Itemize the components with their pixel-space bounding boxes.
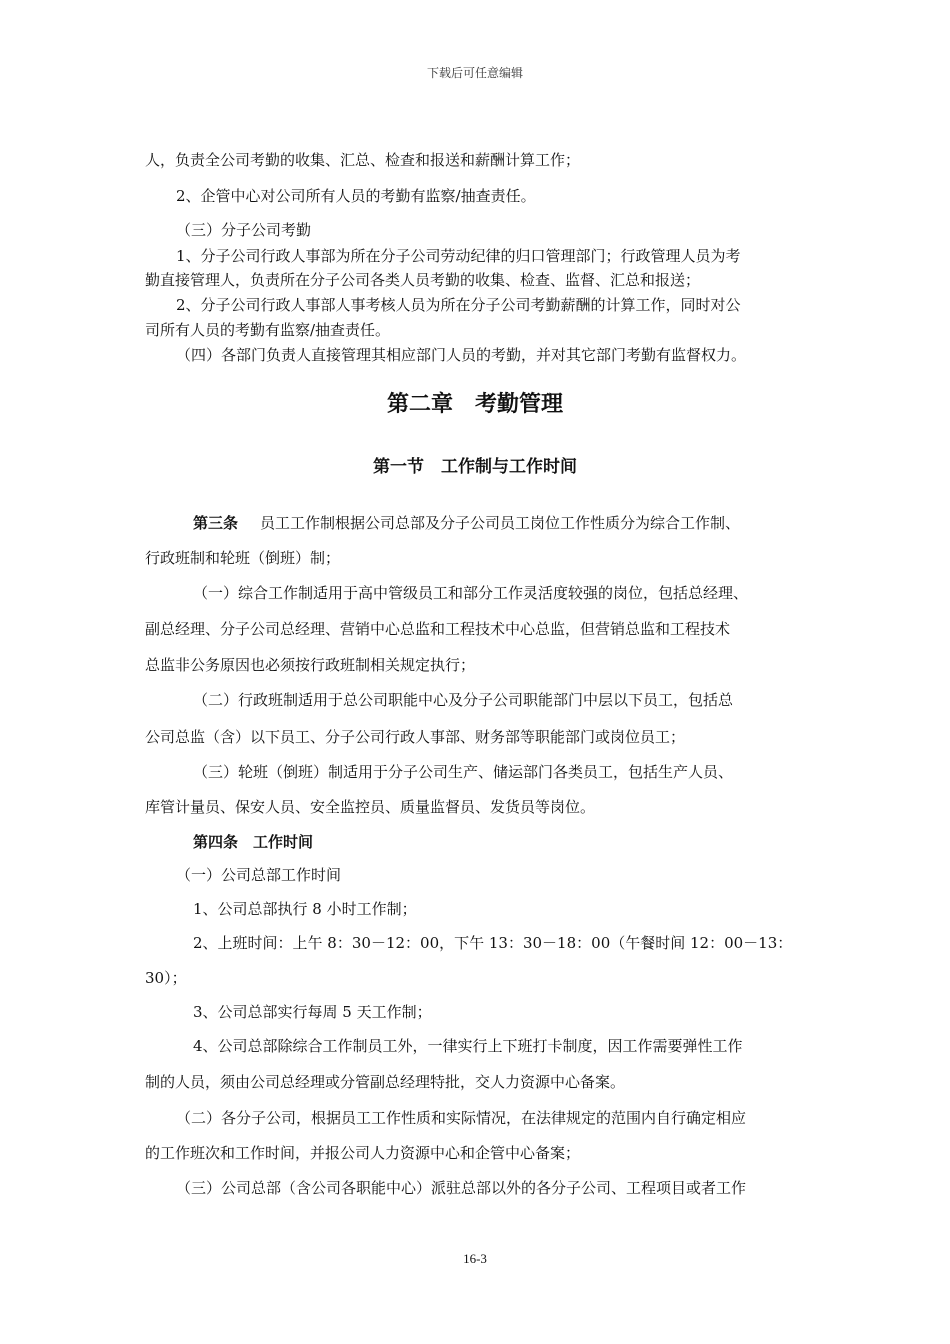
page-number: 16-3 [463,1251,487,1266]
text-line: 的工作班次和工作时间，并报公司人力资源中心和企管中心备案； [145,1144,581,1162]
article-3-label: 第三条 [193,514,239,532]
article-3-text: 员工工作制根据公司总部及分子公司员工岗位工作性质分为综合工作制、 [260,514,741,532]
text-line: （一）综合工作制适用于高中管级员工和部分工作灵活度较强的岗位，包括总经理、 [193,584,749,602]
text-line: 2、企管中心对公司所有人员的考勤有监察/抽查责任。 [176,187,536,205]
text-line: （三）公司总部（含公司各职能中心）派驻总部以外的各分子公司、工程项目或者工作 [176,1179,747,1197]
text-line: （一）公司总部工作时间 [176,866,342,884]
section-title: 第一节 工作制与工作时间 [373,457,577,477]
text-line: 制的人员，须由公司总经理或分管副总经理特批，交人力资源中心备案。 [145,1073,626,1091]
text-line: （二）行政班制适用于总公司职能中心及分子公司职能部门中层以下员工，包括总 [193,691,734,709]
text-line: 人，负责全公司考勤的收集、汇总、检查和报送和薪酬计算工作； [145,151,581,169]
text-line: 司所有人员的考勤有监察/抽查责任。 [145,321,391,339]
text-line: 总监非公务原因也必须按行政班制相关规定执行； [145,656,476,674]
text-line: （三）轮班（倒班）制适用于分子公司生产、储运部门各类员工，包括生产人员、 [193,763,734,781]
page-header-note: 下载后可任意编辑 [426,66,523,80]
text-line: 1、分子公司行政人事部为所在分子公司劳动纪律的归口管理部门；行政管理人员为考 [176,247,741,265]
text-line: 行政班制和轮班（倒班）制； [145,549,341,567]
text-line: 4、公司总部除综合工作制员工外，一律实行上下班打卡制度，因工作需要弹性工作 [193,1037,743,1055]
article-4-heading: 第四条 工作时间 [193,833,314,851]
text-line: 公司总监（含）以下员工、分子公司行政人事部、财务部等职能部门或岗位员工； [145,728,686,746]
text-line: 勤直接管理人，负责所在分子公司各类人员考勤的收集、检查、监督、汇总和报送； [145,271,701,289]
article-3-line [193,513,740,533]
text-line: 2、上班时间：上午 8：30－12：00，下午 13：30－18：00（午餐时间 12：00－13： [193,934,793,952]
text-line: 副总经理、分子公司总经理、营销中心总监和工程技术中心总监，但营销总监和工程技术 [145,620,731,638]
text-line: 2、分子公司行政人事部人事考核人员为所在分子公司考勤薪酬的计算工作，同时对公 [176,296,741,314]
chapter-title: 第二章 考勤管理 [386,392,563,417]
text-line: （二）各分子公司，根据员工工作性质和实际情况，在法律规定的范围内自行确定相应 [176,1109,747,1127]
text-line: 3、公司总部实行每周 5 天工作制； [193,1003,432,1021]
text-line: （三）分子公司考勤 [176,221,312,239]
text-line: 30）； [145,969,187,987]
text-line: 1、公司总部执行 8 小时工作制； [193,900,417,918]
text-line: （四）各部门负责人直接管理其相应部门人员的考勤，并对其它部门考勤有监督权力。 [176,346,747,364]
text-line: 库管计量员、保安人员、安全监控员、质量监督员、发货员等岗位。 [145,798,596,816]
